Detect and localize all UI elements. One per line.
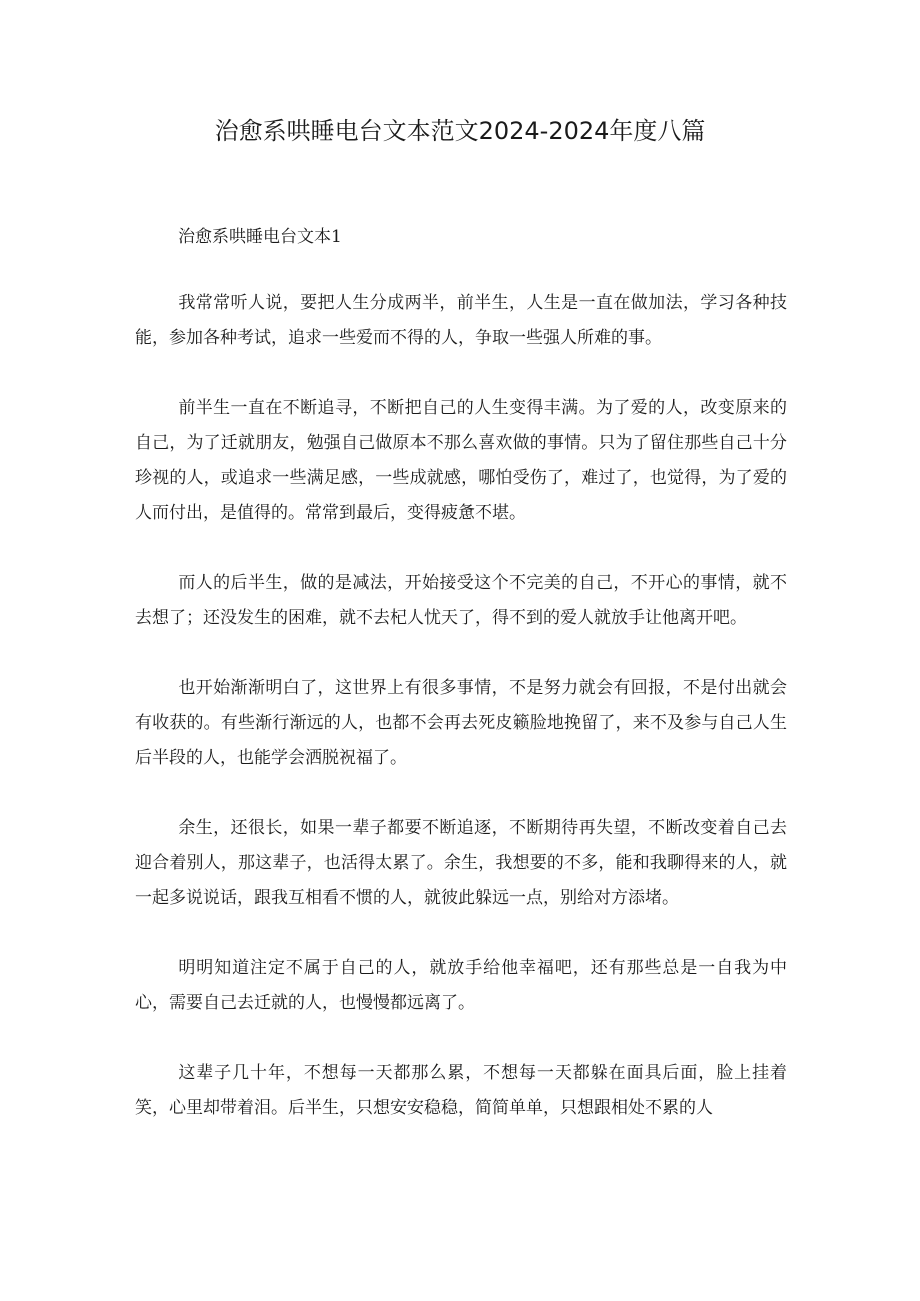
paragraph: 而人的后半生，做的是减法，开始接受这个不完美的自己，不开心的事情，就不去想了；还没发生的困难，就不去杞人忧天了，得不到的爱人就放手让他离开吧。 xyxy=(135,573,787,628)
paragraph: 我常常听人说，要把人生分成两半，前半生，人生是一直在做加法，学习各种技能，参加各种考试，追求一些爱而不得的人，争取一些强人所难的事。 xyxy=(135,293,787,348)
paragraph: 也开始渐渐明白了，这世界上有很多事情，不是努力就会有回报，不是付出就会有收获的。有些渐行渐远的人，也都不会再去死皮籁脸地挽留了，来不及参与自己人生后半段的人，也能学会洒脱祝福了。 xyxy=(135,678,787,768)
section-title: 治愈系哄睡电台文本1 xyxy=(178,227,342,247)
paragraph: 明明知道注定不属于自己的人，就放手给他幸福吧，还有那些总是一自我为中心，需要自己去迁就的人，也慢慢都远离了。 xyxy=(135,958,787,1013)
document-title: 治愈系哄睡电台文本范文2024-2024年度八篇 xyxy=(214,117,706,145)
paragraph: 前半生一直在不断追寻，不断把自己的人生变得丰满。为了爱的人，改变原来的自己，为了迁就朋友，勉强自己做原本不那么喜欢做的事情。只为了留住那些自己十分珍视的人，或追求一些满足感，一些成就感，哪怕受伤了，难过了，也觉得，为了爱的人而付出，是值得的。常常到最后，变得疲惫不堪。 xyxy=(135,398,787,523)
document-body xyxy=(135,286,787,1161)
paragraph: 余生，还很长，如果一辈子都要不断追逐，不断期待再失望，不断改变着自己去迎合着别人，那这辈子，也活得太累了。余生，我想要的不多，能和我聊得来的人，就一起多说说话，跟我互相看不惯的人，就彼此躲远一点，别给对方添堵。 xyxy=(135,818,787,908)
paragraph: 这辈子几十年，不想每一天都那么累，不想每一天都躲在面具后面，脸上挂着笑，心里却带着泪。后半生，只想安安稳稳，简简单单，只想跟相处不累的人 xyxy=(135,1063,787,1118)
